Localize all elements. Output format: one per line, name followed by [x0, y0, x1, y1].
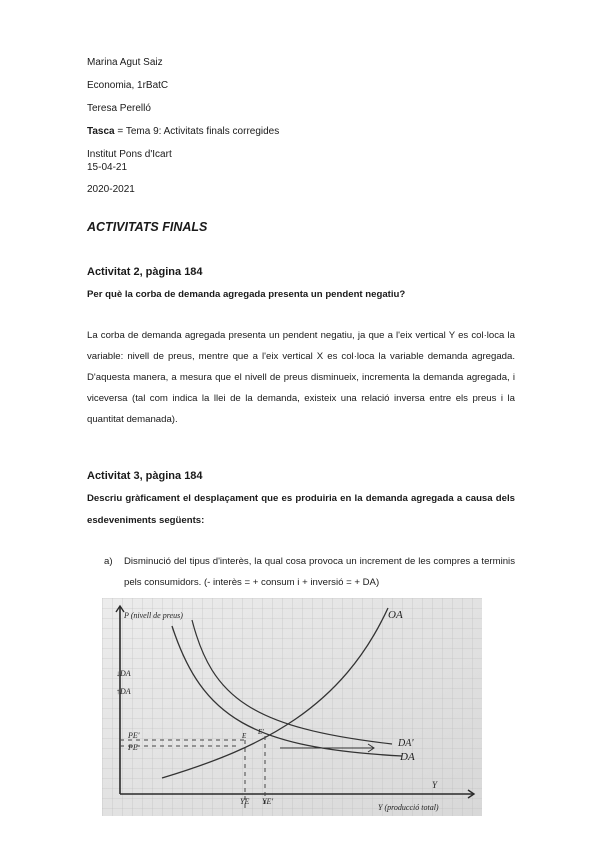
list-item-a [104, 551, 515, 593]
grid-paper [102, 598, 482, 816]
pe-label: PE [128, 743, 138, 752]
item-a-label: a) [104, 556, 113, 567]
handwritten-graph-photo [102, 598, 482, 816]
pe1-label: PE' [128, 731, 140, 740]
oa-label: OA [388, 609, 403, 621]
school: Institut Pons d'Icart [87, 149, 172, 160]
equilibrium-e-label: E [242, 732, 247, 740]
activity2-question: Per què la corba de demanda agregada presenta un pendent negatiu? [87, 289, 406, 300]
course: Economia, 1rBatC [87, 80, 169, 91]
da-increase-note: ↑DA [116, 687, 131, 696]
da-label: DA [400, 751, 415, 763]
page-title: ACTIVITATS FINALS [87, 220, 208, 234]
item-a-text: Disminució del tipus d'interès, la qual cosa provoca un increment de les compres a terminis pels consumidors. (- interès = + consum i + inversió = + DA) [124, 556, 515, 588]
activity3-question: Descriu gràficament el desplaçament que es produiria en la demanda agregada a causa dels esdeveniments següents: [87, 493, 515, 526]
task-line [87, 126, 279, 138]
y-axis-label: P (nivell de preus) [124, 611, 183, 620]
student-name: Marina Agut Saiz [87, 57, 163, 68]
equilibrium-e1-label: E' [258, 728, 264, 736]
school-year: 2020-2021 [87, 184, 135, 195]
y-mark: Y [432, 780, 438, 790]
da1-label: DA' [398, 738, 414, 749]
teacher: Teresa Perelló [87, 103, 151, 114]
ye1-label: YE' [262, 797, 274, 806]
da-decrease-note: ↓DA [116, 669, 131, 678]
date: 15-04-21 [87, 162, 128, 173]
task-label: Tasca [87, 126, 115, 137]
activity2-answer: La corba de demanda agregada presenta un pendent negatiu, ja que a l'eix vertical Y es col·loca la variable: nivell de preus, mentre que a l'eix vertical X es col·loca la variable demanda agregada. D'aquesta manera, a mesura que el nivell de preus disminueix, incrementa la demanda agregada, i viceversa (tal com indica la llei de la demanda, existeix una relació inversa entre els preus i la quantitat demanada). [87, 330, 515, 425]
task-value: = Tema 9: Activitats finals corregides [114, 126, 280, 137]
activity3-heading: Activitat 3, pàgina 184 [87, 470, 203, 482]
ye-label: YE [240, 797, 250, 806]
x-axis-label: Y (producció total) [378, 803, 439, 812]
activity2-heading: Activitat 2, pàgina 184 [87, 266, 203, 278]
